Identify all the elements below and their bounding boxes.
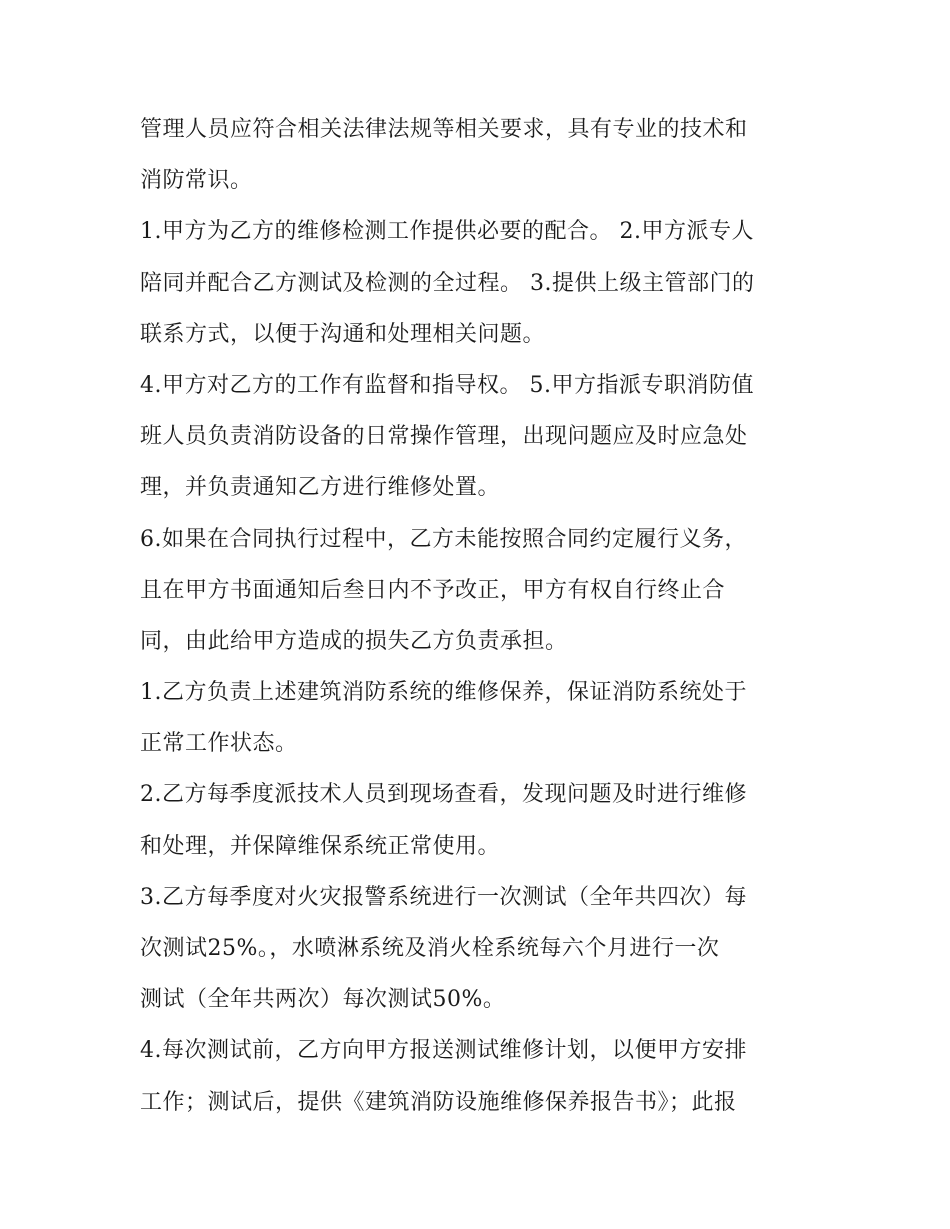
paragraph-party-b-item-1 [140,667,820,769]
text-line: 1.乙方负责上述建筑消防系统的维修保养，保证消防系统处于 [140,680,747,706]
text-line: 2.乙方每季度派技术人员到现场查看，发现问题及时进行维修 [140,782,747,808]
text-line: 且在甲方书面通知后叁日内不予改正，甲方有权自行终止合 [140,577,726,603]
text-line: 正常工作状态。 [140,731,298,757]
text-line: 1.甲方为乙方的维修检测工作提供必要的配合。 2.甲方派专人 [140,219,754,245]
text-line: 和处理，并保障维保系统正常使用。 [140,833,501,859]
paragraph-party-a-item-6 [140,514,820,668]
document-body [140,104,820,1128]
text-line: 4.甲方对乙方的工作有监督和指导权。 5.甲方指派专职消防值 [140,372,754,398]
text-line: 3.乙方每季度对火灾报警系统进行一次测试（全年共四次）每 [140,884,747,910]
paragraph-party-b-item-2 [140,769,820,871]
text-line: 同，由此给甲方造成的损失乙方负责承担。 [140,628,568,654]
paragraph-party-a-items-1-3 [140,206,820,360]
text-line: 工作；测试后，提供《建筑消防设施维修保养报告书》；此报 [140,1089,737,1115]
text-line: 次测试25%。，水喷淋系统及消火栓系统每六个月进行一次 [140,936,720,961]
text-line: 消防常识。 [140,168,253,194]
text-line: 班人员负责消防设备的日常操作管理，出现问题应及时应急处 [140,424,748,450]
paragraph-party-b-item-4 [140,1025,820,1127]
text-line: 联系方式，以便于沟通和处理相关问题。 [140,321,546,347]
text-line: 测试（全年共两次）每次测试50%。 [140,987,506,1013]
paragraph-party-b-item-3 [140,872,820,1026]
text-line: 管理人员应符合相关法律法规等相关要求，具有专业的技术和 [140,117,748,142]
text-line: 4.每次测试前，乙方向甲方报送测试维修计划，以便甲方安排 [140,1038,747,1064]
paragraph-personnel-requirements [140,104,820,206]
text-line: 陪同并配合乙方测试及检测的全过程。 3.提供上级主管部门的 [140,270,755,296]
paragraph-party-a-items-4-5 [140,360,820,514]
text-line: 6.如果在合同执行过程中，乙方未能按照合同约定履行义务， [140,526,747,552]
text-line: 理，并负责通知乙方进行维修处置。 [140,475,501,501]
